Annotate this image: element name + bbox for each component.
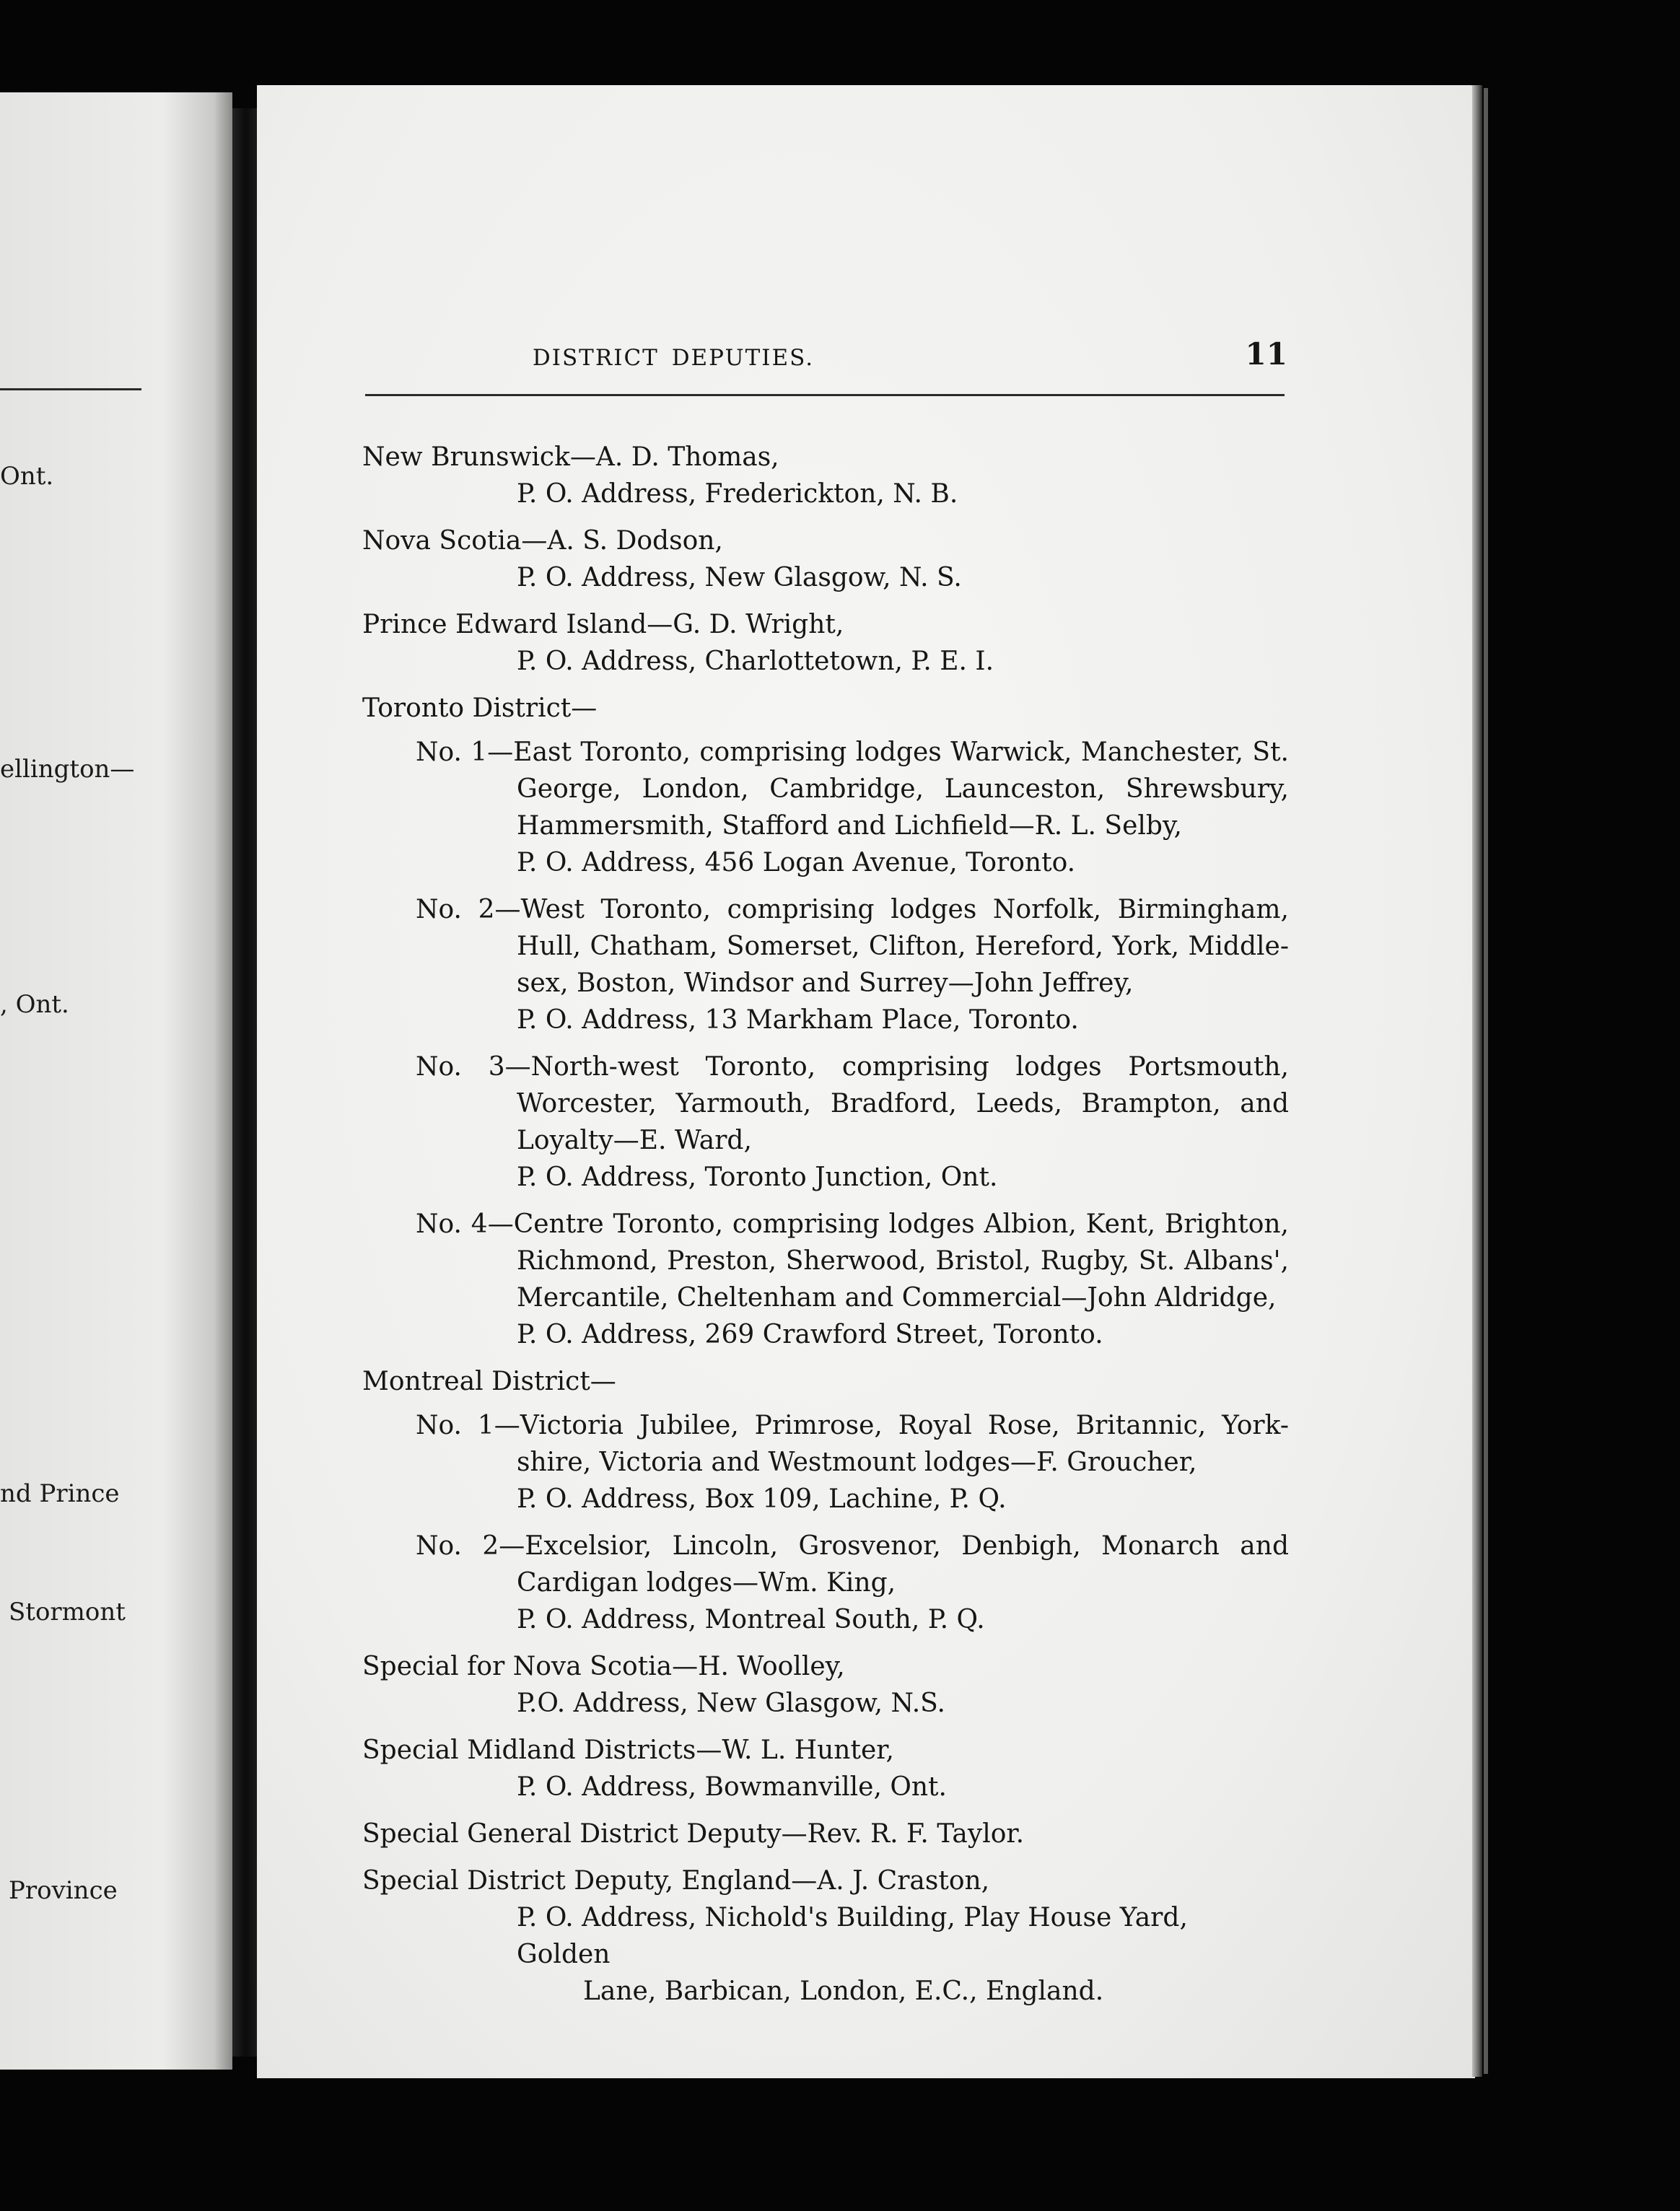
toronto-district	[362, 690, 1289, 1353]
address-line: P. O. Address, 456 Logan Avenue, Toronto.	[517, 848, 1076, 877]
deputy-entry-nova-scotia	[362, 522, 1289, 596]
page-edge-shadow	[1484, 88, 1488, 2074]
page-edge	[1472, 85, 1482, 2077]
district-entry-text: No. 2—Excelsior, Lincoln, Grosvenor, Denbigh, Monarch and Cardigan lodges—Wm. King,	[416, 1531, 1289, 1598]
left-page-rule	[0, 388, 141, 390]
left-page-fragment: Province	[9, 1876, 118, 1905]
district-entry-text: No. 1—East Toronto, comprising lodges Warwick, Manchester, St. George, London, Cambridge, Launceston, Shrewsbury, Hammersmith, Stafford and Lichfield—R. L. Selby,	[416, 737, 1289, 841]
page-body	[362, 439, 1289, 2020]
district-entries	[362, 1407, 1289, 1638]
deputy-entry-prince-edward-island	[362, 606, 1289, 680]
district-entry-text: No. 4—Centre Toronto, comprising lodges Albion, Kent, Brighton, Richmond, Preston, Sherwood, Bristol, Rugby, St. Albans', Mercantile, Cheltenham and Commercial—John Aldridge,	[416, 1209, 1289, 1313]
deputy-line: Special General District Deputy—Rev. R. F. Taylor.	[362, 1819, 1025, 1849]
address-line: P. O. Address, Montreal South, P. Q.	[517, 1605, 985, 1634]
page-number: 11	[1245, 336, 1287, 372]
deputy-entry-special-midland	[362, 1732, 1289, 1805]
left-page-fragment: Stormont	[9, 1598, 126, 1626]
deputy-entry-special-general	[362, 1816, 1289, 1852]
district-heading: Montreal District—	[362, 1367, 616, 1396]
left-page-fragment: ellington—	[0, 755, 135, 784]
district-entry	[362, 1206, 1289, 1353]
address-line: P.O. Address, New Glasgow, N.S.	[517, 1689, 945, 1718]
address-line: P. O. Address, 269 Crawford Street, Toronto.	[517, 1320, 1103, 1349]
district-entry	[362, 1048, 1289, 1196]
deputy-line: Special District Deputy, England—A. J. Craston,	[362, 1866, 990, 1896]
running-header-title: DISTRICT DEPUTIES.	[532, 345, 815, 371]
address-line: P. O. Address, Charlottetown, P. E. I.	[517, 647, 994, 676]
district-entry-text: No. 1—Victoria Jubilee, Primrose, Royal Rose, Britannic, York-shire, Victoria and Westmount lodges—F. Groucher,	[416, 1411, 1289, 1477]
deputy-line: Prince Edward Island—G. D. Wright,	[362, 610, 844, 639]
deputy-entry-new-brunswick	[362, 439, 1289, 512]
district-entry	[362, 734, 1289, 881]
address-line: P. O. Address, Nichold's Building, Play House Yard, Golden	[517, 1903, 1188, 1969]
district-entry-text: No. 2—West Toronto, comprising lodges Norfolk, Birmingham, Hull, Chatham, Somerset, Clifton, Hereford, York, Middle-sex, Boston, Windsor and Surrey—John Jeffrey,	[416, 895, 1289, 998]
header-rule	[365, 394, 1285, 396]
district-entries	[362, 734, 1289, 1353]
deputy-line: Nova Scotia—A. S. Dodson,	[362, 526, 723, 556]
deputy-entry-special-england	[362, 1862, 1289, 2010]
district-entry	[362, 1407, 1289, 1518]
deputy-line: Special Midland Districts—W. L. Hunter,	[362, 1735, 894, 1765]
address-line: P. O. Address, Toronto Junction, Ont.	[517, 1163, 998, 1192]
deputy-entry-special-nova-scotia	[362, 1648, 1289, 1722]
address-line: P. O. Address, 13 Markham Place, Toronto.	[517, 1005, 1079, 1035]
deputy-line: New Brunswick—A. D. Thomas,	[362, 442, 779, 472]
address-line: P. O. Address, Bowmanville, Ont.	[517, 1772, 947, 1802]
address-line: P. O. Address, New Glasgow, N. S.	[517, 563, 962, 592]
address-line: P. O. Address, Box 109, Lachine, P. Q.	[517, 1484, 1007, 1514]
left-page-fragment: , Ont.	[0, 990, 69, 1019]
montreal-district	[362, 1363, 1289, 1638]
left-page-fragment: Ont.	[0, 462, 54, 491]
district-entry	[362, 891, 1289, 1038]
address-line-continued: Lane, Barbican, London, E.C., England.	[583, 1976, 1104, 2006]
book-spine	[232, 108, 258, 2057]
deputy-line: Special for Nova Scotia—H. Woolley,	[362, 1652, 845, 1681]
address-line: P. O. Address, Frederickton, N. B.	[517, 479, 958, 509]
district-heading: Toronto District—	[362, 693, 598, 723]
district-entry	[362, 1528, 1289, 1638]
left-page-fragment: nd Prince	[0, 1479, 120, 1508]
district-entry-text: No. 3—North-west Toronto, comprising lodges Portsmouth, Worcester, Yarmouth, Bradford, Leeds, Brampton, and Loyalty—E. Ward,	[416, 1052, 1289, 1155]
